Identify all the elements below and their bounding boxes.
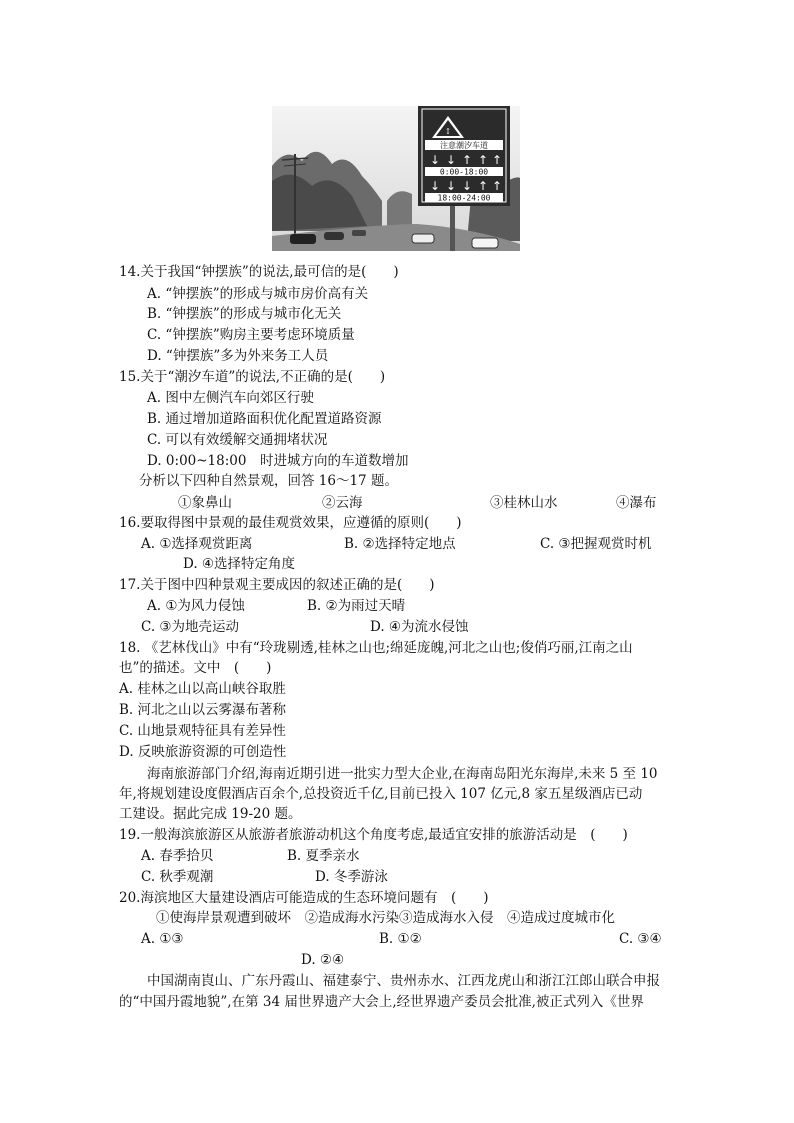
passage-danxia-1: 中国湖南崀山、广东丹霞山、福建泰宁、贵州赤水、江西龙虎山和浙江江郎山联合申报 — [147, 973, 660, 989]
svg-text:↑: ↑ — [492, 179, 503, 193]
question-14: 14.关于我国“钟摆族”的说法,最可信的是( ) — [119, 264, 399, 280]
q17-option-d: D. ④为流水侵蚀 — [370, 619, 469, 635]
sign-time-2: 18:00-24:00 — [437, 193, 491, 203]
svg-text:↓: ↓ — [430, 179, 441, 193]
svg-text:↓: ↓ — [446, 153, 457, 167]
question-17: 17.关于图中四种景观主要成因的叙述正确的是( ) — [119, 577, 435, 593]
q18-option-d: D. 反映旅游资源的可创造性 — [119, 744, 287, 760]
question-15: 15.关于“潮汐车道”的说法,不正确的是( ) — [119, 369, 386, 385]
q17-option-b: B. ②为雨过天晴 — [307, 598, 406, 614]
passage-hainan-1: 海南旅游部门介绍,海南近期引进一批实力型大企业,在海南岛阳光东海岸,未来 5 至 10 — [147, 766, 658, 782]
question-20: 20.海滨地区大量建设酒店可能造成的生态环境问题有 ( ) — [119, 890, 489, 906]
svg-text:↑: ↑ — [478, 153, 489, 167]
q18-option-c: C. 山地景观特征具有差异性 — [119, 723, 286, 739]
q15-option-d: D. 0:00~18:00 时进城方向的车道数增加 — [147, 453, 409, 469]
q14-option-b: B. “钟摆族”的形成与城市化无关 — [147, 306, 342, 322]
q16-option-b: B. ②选择特定地点 — [344, 536, 456, 552]
q14-option-a: A. “钟摆族”的形成与城市房价高有关 — [147, 286, 369, 302]
svg-text:↑: ↑ — [478, 179, 489, 193]
svg-text:↓: ↓ — [446, 179, 457, 193]
q20-option-d: D. ②④ — [301, 952, 345, 968]
question-18-cont: 也”的描述。文中 ( ) — [119, 660, 272, 676]
q18-option-a: A. 桂林之山以高山峡谷取胜 — [119, 681, 286, 697]
q14-option-d: D. “钟摆族”多为外来务工人员 — [147, 348, 329, 364]
q16-option-a: A. ①选择观赏距离 — [141, 536, 253, 552]
passage-hainan-2: 年,将规划建设度假酒店百余个,总投资近千亿,目前已投入 107 亿元,8 家五星级酒店已动 — [119, 786, 643, 802]
q15-option-c: C. 可以有效缓解交通拥堵状况 — [147, 432, 328, 448]
q19-option-b: B. 夏季亲水 — [287, 848, 360, 864]
q17-option-c: C. ③为地壳运动 — [141, 619, 240, 635]
landscape-2: ②云海 — [322, 495, 363, 511]
passage-hainan-3: 工建设。据此完成 19-20 题。 — [119, 806, 302, 822]
svg-text:↓: ↓ — [430, 153, 441, 167]
svg-text:↓: ↓ — [462, 179, 473, 193]
q17-option-a: A. ①为风力侵蚀 — [147, 598, 245, 614]
q15-option-b: B. 通过增加道路面积优化配置道路资源 — [147, 411, 382, 427]
landscape-4: ④瀑布 — [616, 495, 657, 511]
q14-option-c: C. “钟摆族”购房主要考虑环境质量 — [147, 327, 355, 343]
passage-danxia-2: 的“中国丹霞地貌”,在第 34 届世界遗产大会上,经世界遗产委员会批准,被正式列入《世界 — [119, 994, 644, 1010]
q15-option-a: A. 图中左侧汽车向郊区行驶 — [147, 390, 314, 406]
q19-option-c: C. 秋季观潮 — [141, 869, 214, 885]
q18-option-b: B. 河北之山以云雾瀑布著称 — [119, 702, 287, 718]
tidal-lane-photo — [272, 106, 520, 251]
landscape-1: ①象鼻山 — [178, 495, 232, 511]
q20-option-c: C. ③④ — [619, 931, 662, 947]
svg-text:↑: ↑ — [492, 153, 503, 167]
svg-text:↕: ↕ — [444, 127, 452, 136]
landscape-3: ③桂林山水 — [490, 495, 558, 511]
q19-option-a: A. 春季拾贝 — [141, 848, 214, 864]
svg-text:↑: ↑ — [462, 153, 473, 167]
question-18: 18. 《艺林伐山》中有“玲珑剔透,桂林之山也;绵延庞魄,河北之山也;俊俏巧丽,江南之山 — [119, 640, 633, 656]
intro-16-17: 分析以下四种自然景观，回答 16～17 题。 — [139, 473, 398, 489]
question-19: 19.一般海滨旅游区从旅游者旅游动机这个角度考虑,最适宜安排的旅游活动是 ( ) — [119, 827, 628, 843]
sign-time-1: 0:00-18:00 — [439, 167, 489, 177]
question-16: 16.要取得图中景观的最佳观赏效果，应遵循的原则( ) — [119, 515, 462, 531]
q16-option-c: C. ③把握观赏时机 — [540, 536, 652, 552]
q16-option-d: D. ④选择特定角度 — [183, 556, 296, 572]
street-scene-illustration — [272, 106, 520, 251]
q19-option-d: D. 冬季游泳 — [315, 869, 388, 885]
q20-option-b: B. ①② — [379, 931, 422, 947]
q20-statements: ①使海岸景观遭到破坏 ②造成海水污染③造成海水入侵 ④造成过度城市化 — [156, 910, 615, 926]
sign-title: 注意潮汐车道 — [440, 141, 488, 150]
q20-option-a: A. ①③ — [141, 931, 184, 947]
